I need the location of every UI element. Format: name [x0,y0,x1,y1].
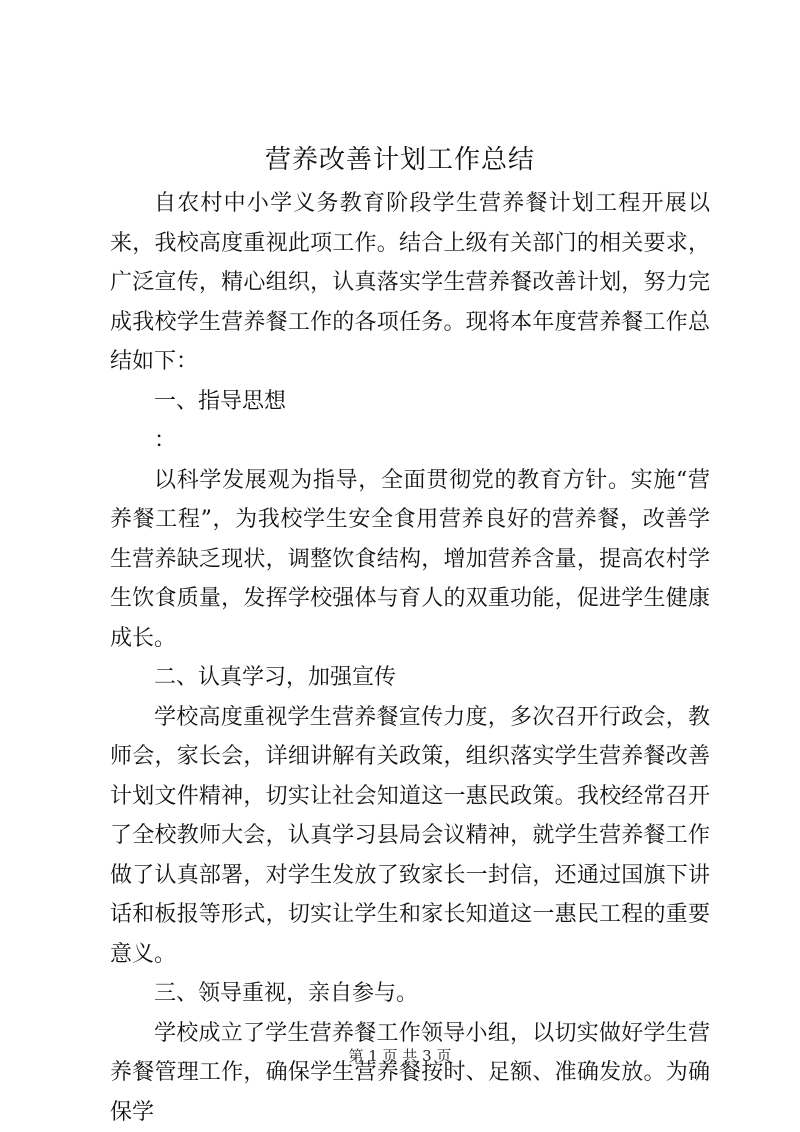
paragraph-3: 学校成立了学生营养餐工作领导小组，以切实做好学生营养餐管理工作，确保学生营养餐按时、足额、准确发放。为确保学 [110,1014,710,1132]
paragraph-2: 学校高度重视学生营养餐宣传力度，多次召开行政会，教师会，家长会，详细讲解有关政策，组织落实学生营养餐改善计划文件精神，切实让社会知道这一惠民政策。我校经常召开了全校教师大会，认真学习县局会议精神，就学生营养餐工作做了认真部署，对学生发放了致家长一封信，还通过国旗下讲话和板报等形式，切实让学生和家长知道这一惠民工程的重要意义。 [110,698,710,975]
colon-line: ： [110,421,710,461]
paragraph-1: 以科学发展观为指导，全面贯彻党的教育方针。实施“营养餐工程”，为我校学生安全食用营养良好的营养餐，改善学生营养缺乏现状，调整饮食结构，增加营养含量，提高农村学生饮食质量，发挥学校强体与育人的双重功能，促进学生健康成长。 [110,461,710,659]
page-footer: 第 1 页 共 3 页 [0,1046,800,1066]
section-heading-3: 三、领导重视，亲自参与。 [110,974,710,1014]
document-title: 营养改善计划工作总结 [0,140,800,180]
intro-paragraph: 自农村中小学义务教育阶段学生营养餐计划工程开展以来，我校高度重视此项工作。结合上级有关部门的相关要求，广泛宣传，精心组织，认真落实学生营养餐改善计划，努力完成我校学生营养餐工作的各项任务。现将本年度营养餐工作总结如下： [110,184,710,382]
section-heading-1: 一、指导思想 [110,382,710,422]
document-body [110,184,710,1132]
section-heading-2: 二、认真学习，加强宣传 [110,658,710,698]
